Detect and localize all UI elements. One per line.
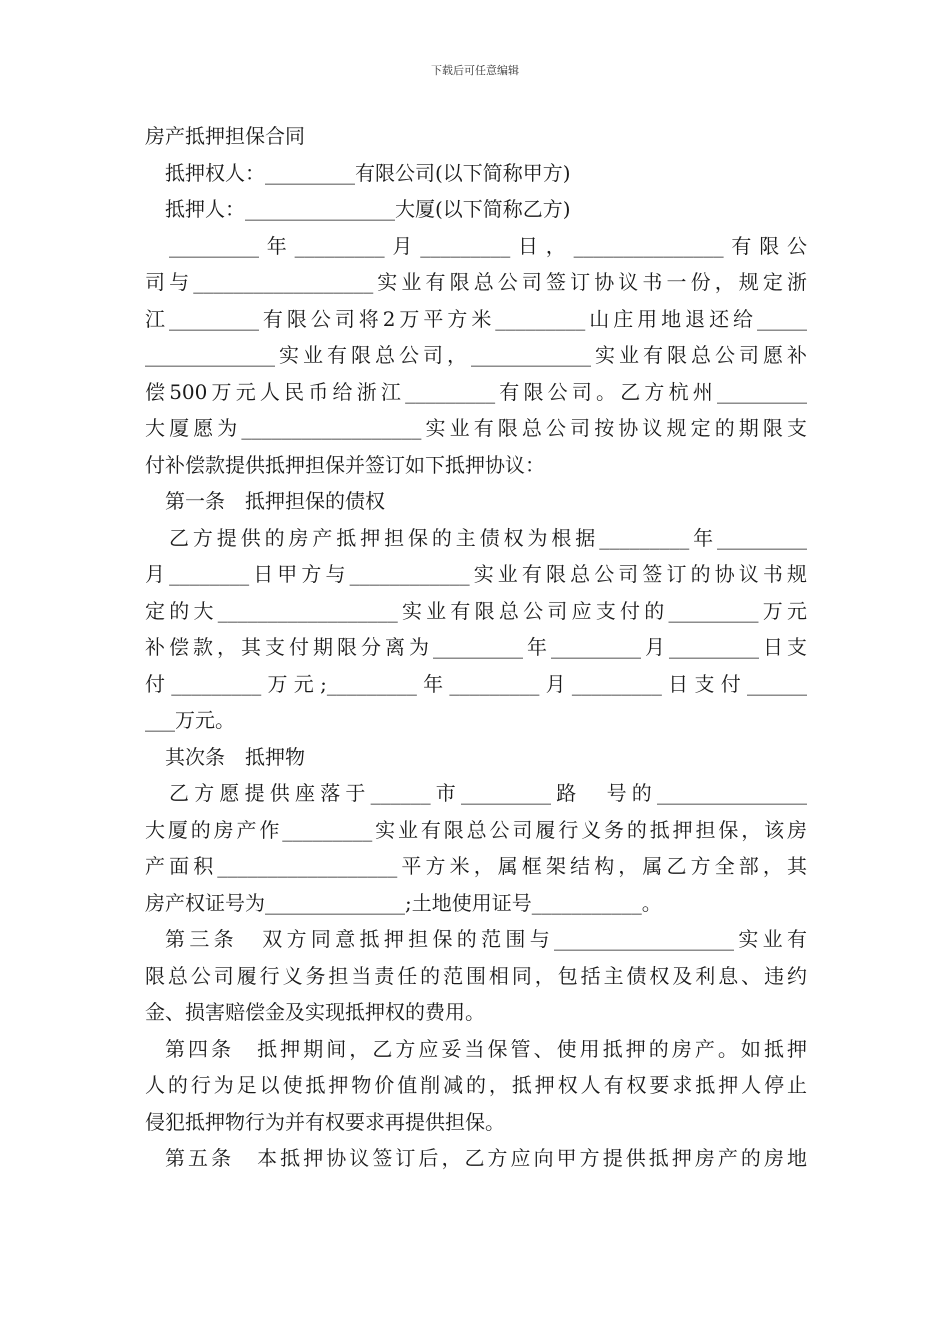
article-line: 第三条 双方同意抵押担保的范围与__________________实业有 [165,927,807,951]
paragraph-line: 偿500万元人民币给浙江_________有限公司。乙方杭州_________ [145,379,807,404]
article-line: 第四条 抵押期间，乙方应妥当保管、使用抵押的房产。如抵押 [165,1036,807,1061]
paragraph-line: _____________实业有限总公司，____________实业有限总公司愿补 [145,343,807,367]
article-line: 第五条 本抵押协议签订后，乙方应向甲方提供抵押房产的房地 [165,1146,807,1170]
paragraph-line: 房产权证号为______________;土地使用证号___________。 [145,890,662,915]
paragraph-line: ___万元。 [145,708,235,732]
paragraph-line: 补偿款，其支付期限分离为_________年_________月_________日支 [145,635,807,659]
article-heading: 其次条 抵押物 [165,744,305,769]
paragraph-line: 江_________有限公司将2万平方米_________山庄用地退还给_____ [145,306,807,331]
paragraph-line: 限总公司履行义务担当责任的范围相同，包括主债权及利息、违约 [145,963,807,988]
paragraph-line: 付_________万元;_________年_________月_________日支付______ [145,671,807,696]
paragraph-line: 人的行为足以使抵押物价值削减的，抵押权人有权要求抵押人停止 [145,1073,807,1097]
document-body [145,118,807,1177]
article-heading: 第一条 抵押担保的债权 [165,489,385,513]
paragraph-line: 侵犯抵押物行为并有权要求再提供担保。 [145,1109,505,1134]
mortgagor-line: 抵押人：_______________大厦(以下简称乙方) [165,197,571,221]
mortgagee-line: 抵押权人：_________有限公司(以下简称甲方) [165,160,571,185]
paragraph-line: 乙方提供的房产抵押担保的主债权为根据_________年_________ [169,525,807,550]
paragraph-line: 乙方愿提供座落于______市_________路 号的_______________ [169,781,807,805]
paragraph-line: 司与__________________实业有限总公司签订协议书一份，规定浙 [145,270,807,294]
paragraph-line: 金、损害赔偿金及实现抵押权的费用。 [145,1000,485,1024]
document-title: 房产抵押担保合同 [145,124,305,148]
paragraph-line: 付补偿款提供抵押担保并签订如下抵押协议： [145,452,545,477]
paragraph-line: 大厦愿为__________________实业有限总公司按协议规定的期限支 [145,416,807,440]
paragraph-line: 月________日甲方与____________实业有限总公司签订的协议书规 [145,562,807,586]
page-header-note: 下载后可任意编辑 [431,64,519,77]
paragraph-line: _________年_________月_________日，_______________有限公 [169,233,807,258]
paragraph-line: 定的大__________________实业有限总公司应支付的_________万元 [145,598,807,623]
paragraph-line: 大厦的房产作_________实业有限总公司履行义务的抵押担保，该房 [145,817,807,842]
paragraph-line: 产面积__________________平方米，属框架结构，属乙方全部，其 [145,854,807,878]
